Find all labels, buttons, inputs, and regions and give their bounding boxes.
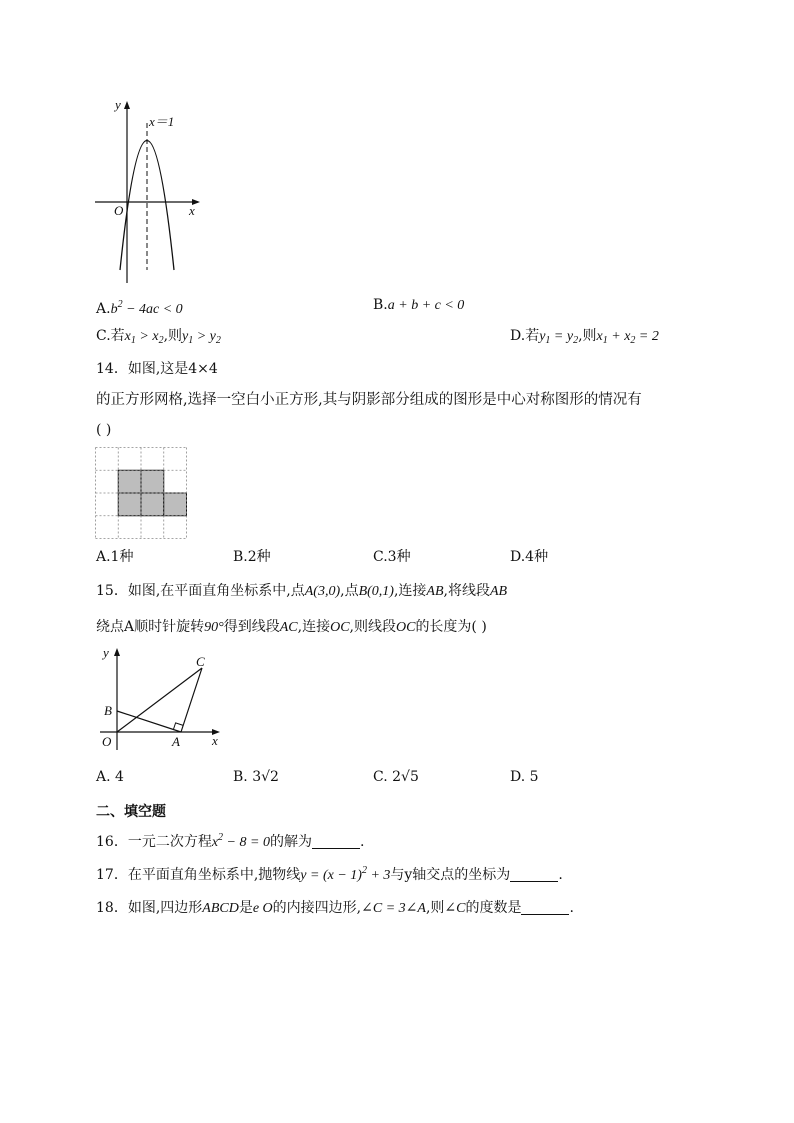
q15-option-c: C. 2√5 (373, 769, 419, 785)
y-axis-arrow (114, 648, 120, 656)
q15-line2: 绕点A顺时针旋转90°得到线段AC,连接OC,则线段OC的长度为( ) (96, 619, 487, 635)
q14-option-b: B.2种 (233, 549, 271, 565)
shaded-cell (141, 493, 164, 516)
q15-option-a: A. 4 (96, 769, 124, 785)
q13-option-b: B.a + b + c < 0 (373, 297, 465, 313)
q14-option-d: D.4种 (510, 549, 549, 565)
q14-option-c: C.3种 (373, 549, 411, 565)
q16: 16．一元二次方程$x^2 - 8 = 0$的解为 . (96, 832, 365, 850)
symmetry-axis-label: x＝1 (149, 114, 175, 129)
answer-blank (510, 867, 558, 882)
shaded-cell (141, 470, 164, 493)
segment-oc (117, 668, 202, 732)
q13-option-d: D.若$y_1 = y_2$,则$x_1 + x_2 = 2$ (510, 328, 659, 346)
y-axis-label: y (115, 97, 121, 112)
q14-line2: 的正方形网格,选择一空白小正方形,其与阴影部分组成的图形是中心对称图形的情况有 (96, 392, 642, 408)
q15-line1: 15．如图,在平面直角坐标系中,点A(3,0),点B(0,1),连接AB,将线段AB (96, 583, 508, 599)
shaded-cell (164, 493, 187, 516)
grid-figure (95, 447, 188, 539)
segment-ac (181, 668, 202, 732)
answer-blank (312, 834, 360, 849)
q15-option-b: B. 3√2 (233, 769, 279, 785)
q13-option-a: $A.b^2 - 4ac < 0$ (96, 299, 183, 317)
y-axis-arrow (124, 101, 130, 109)
rotation-figure (96, 640, 226, 752)
x-label: x (212, 733, 218, 748)
shaded-cell (118, 470, 141, 493)
shaded-cell (118, 493, 141, 516)
point-b-label: B (104, 703, 112, 718)
q14-line1: 14．如图,这是4×4 (96, 361, 218, 377)
point-a-label: A (172, 734, 180, 749)
q14-option-a: A.1种 (96, 549, 134, 565)
section-fill-in-title: 二、填空题 (96, 804, 166, 820)
q15-option-d: D. 5 (510, 769, 539, 785)
q17: 17．在平面直角坐标系中,抛物线$y = (x - 1)^2 + 3$与y轴交点的坐标为 . (96, 865, 563, 883)
parabola-figure (90, 95, 210, 285)
segment-ab (117, 711, 181, 732)
y-label: y (103, 645, 109, 660)
q15-number: 15． (96, 583, 128, 599)
point-o-label: O (102, 734, 112, 749)
q16-number: 16． (96, 834, 128, 850)
origin-label: O (114, 203, 124, 218)
q14-paren: ( ) (96, 422, 112, 438)
q13-option-c: C.若$x_1 > x_2$,则$y_1 > y_2$ (96, 328, 221, 346)
q17-number: 17． (96, 867, 128, 883)
q18: 18．如图,四边形ABCD是e O的内接四边形,∠C = 3∠A,则∠C的度数是 . (96, 900, 574, 916)
x-axis-label: x (189, 203, 195, 218)
q18-number: 18． (96, 900, 128, 916)
q14-number: 14． (96, 361, 128, 377)
point-c-label: C (196, 654, 205, 669)
answer-blank (521, 900, 569, 915)
